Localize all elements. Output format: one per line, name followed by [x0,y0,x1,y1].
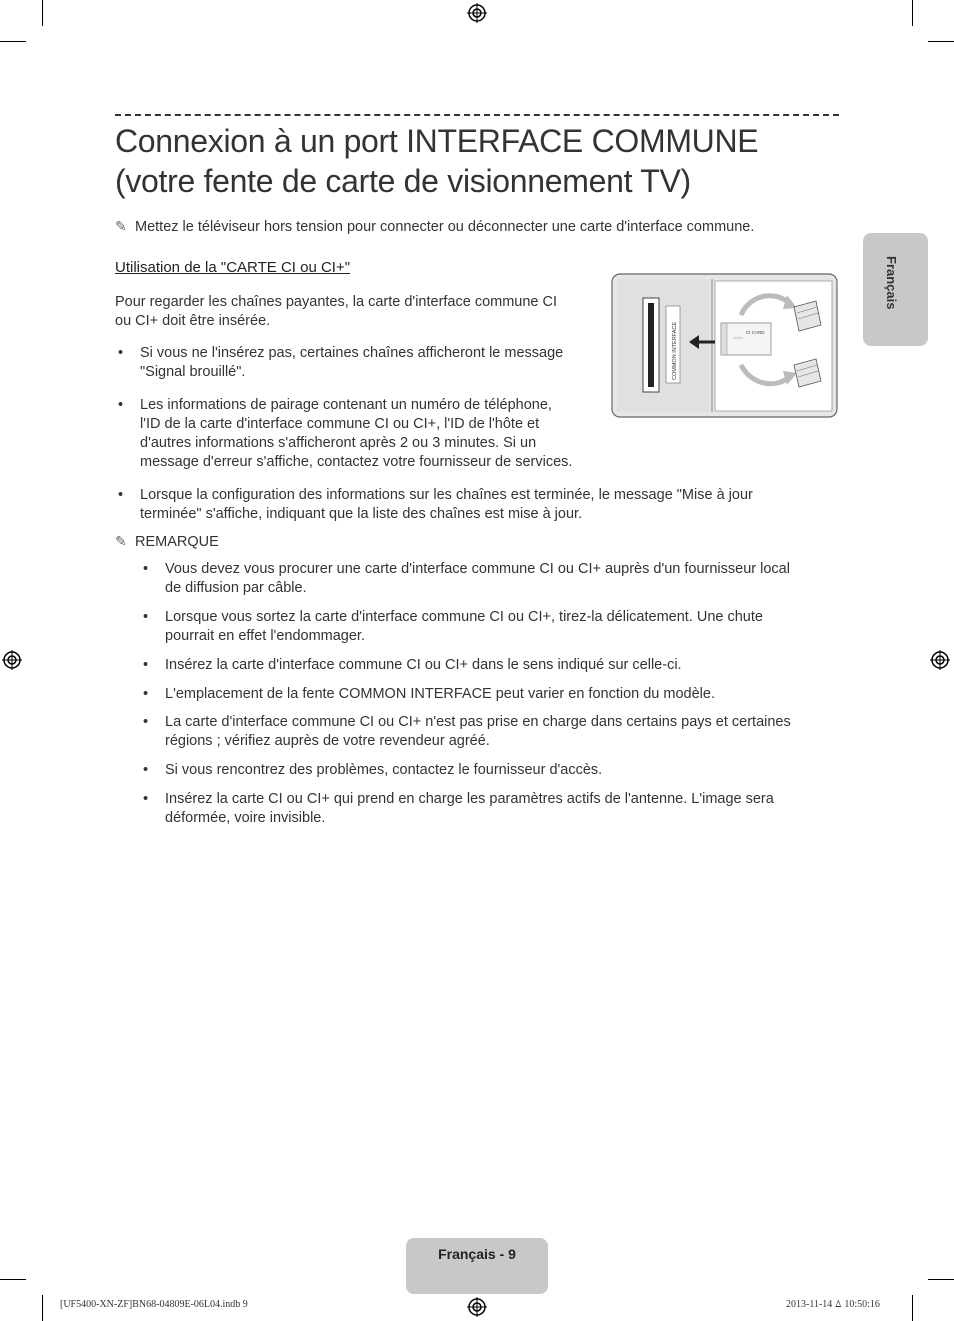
crop-mark [928,41,954,42]
slot-label: COMMON INTERFACE [672,321,678,380]
print-slug-timestamp: 2013-11-14 ꕔ 10:50:16 [786,1299,880,1310]
bullet-icon: • [143,609,149,625]
note-pencil-icon: ✎ [115,533,127,549]
registration-mark-icon [467,1297,487,1317]
list-item-line: La carte d'interface commune CI ou CI+ n'est pas prise en charge dans certains pays et certaines [165,714,791,730]
bullet-icon: • [143,791,149,807]
crop-mark [912,1295,913,1321]
list-item-line: Insérez la carte CI ou CI+ qui prend en charge les paramètres actifs de l'antenne. L'image sera [165,791,774,807]
remark-heading-text: REMARQUE [135,534,219,550]
print-slug-file: [UF5400-XN-ZF]BN68-04809E-06L04.indb 9 [60,1299,248,1310]
section-paragraph-line: Pour regarder les chaînes payantes, la carte d'interface commune CI [115,294,558,310]
bullet-icon: • [143,686,149,702]
list-item-line: "Signal brouillé". [140,364,246,380]
list-item-line: message d'erreur s'affiche, contactez votre fournisseur de services. [140,454,573,470]
page-title-line1: Connexion à un port INTERFACE COMMUNE [115,123,759,159]
list-item-line: terminée" s'affiche, indiquant que la liste des chaînes est mise à jour. [140,506,583,522]
crop-mark [928,1279,954,1280]
list-item-line: Vous devez vous procurer une carte d'interface commune CI ou CI+ auprès d'un fournisseur local [165,561,790,577]
list-item-line: Si vous ne l'insérez pas, certaines chaînes afficheront le message [140,345,564,361]
list-item-line: déformée, voire invisible. [165,810,326,826]
intro-note-text: Mettez le téléviseur hors tension pour connecter ou déconnecter une carte d'interface commune. [135,219,755,235]
crop-mark [0,41,26,42]
crop-mark [42,0,43,26]
language-tab-label: Français [884,256,899,310]
list-item-line: l'ID de la carte d'interface commune CI ou CI+, l'ID de l'hôte et [140,416,540,432]
page-number: Français - 9 [438,1246,516,1262]
registration-mark-icon [2,650,22,670]
section-divider [115,114,839,116]
section-heading: Utilisation de la "CARTE CI ou CI+" [115,259,351,276]
list-item-line: Insérez la carte d'interface commune CI ou CI+ dans le sens indiqué sur celle-ci. [165,657,682,673]
bullet-icon: • [143,714,149,730]
page-title-line2: (votre fente de carte de visionnement TV) [115,163,691,199]
list-item-line: Les informations de pairage contenant un numéro de téléphone, [140,397,552,413]
ci-card-illustration [611,273,838,418]
list-item-line: Lorsque vous sortez la carte d'interface commune CI ou CI+, tirez-la délicatement. Une chute [165,609,763,625]
note-pencil-icon: ✎ [115,218,127,234]
crop-mark [0,1279,26,1280]
list-item-line: L'emplacement de la fente COMMON INTERFACE peut varier en fonction du modèle. [165,686,715,702]
bullet-icon: • [143,657,149,673]
crop-mark [912,0,913,26]
list-item-line: de diffusion par câble. [165,580,307,596]
intro-note [115,217,835,236]
bullet-icon: • [118,487,124,503]
list-item-line: d'autres informations s'afficheront après 2 ou 3 minutes. Si un [140,435,537,451]
list-item-line: Si vous rencontrez des problèmes, contactez le fournisseur d'accès. [165,762,603,778]
crop-mark [42,1295,43,1321]
registration-mark-icon [930,650,950,670]
bullet-icon: • [118,397,124,413]
page-title [115,121,835,201]
bullet-icon: • [143,762,149,778]
list-item-line: pourrait en effet l'endommager. [165,628,365,644]
section-paragraph-line: ou CI+ doit être insérée. [115,313,271,329]
list-item-line: Lorsque la configuration des informations sur les chaînes est terminée, le message "Mise à jour [140,487,753,503]
list-item-line: régions ; vérifiez auprès de votre revendeur agréé. [165,733,490,749]
remark-heading [115,532,219,551]
card-label: CI CARD [746,330,765,335]
bullet-icon: • [143,561,149,577]
registration-mark-icon [467,3,487,23]
bullet-icon: • [118,345,124,361]
